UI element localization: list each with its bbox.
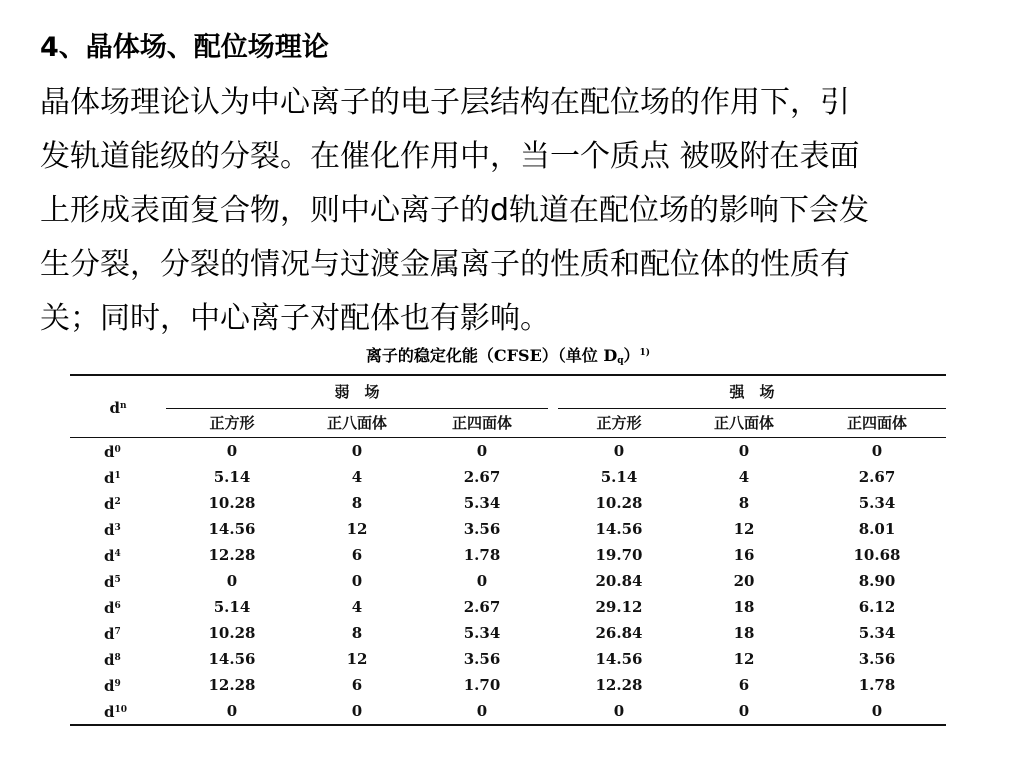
- row-label-dn: $d^6$: [104, 599, 121, 617]
- table-cell: 12.28: [208, 676, 256, 694]
- table-body: [70, 438, 946, 726]
- row-label-dn: $d^4$: [104, 547, 121, 565]
- table-cell: 0: [738, 702, 750, 720]
- table-cell: 8.01: [858, 520, 896, 538]
- row-label-dn: $d^8$: [104, 651, 121, 669]
- table-cell: 5.34: [858, 624, 896, 642]
- table-cell: 12: [346, 520, 368, 538]
- table-cell: 5.14: [213, 598, 251, 616]
- table-cell: 19.70: [595, 546, 643, 564]
- table-cell: 1.78: [463, 546, 501, 564]
- table-row: [70, 568, 946, 594]
- table-cell: 0: [476, 702, 488, 720]
- table-cell: 14.56: [595, 520, 643, 538]
- table-cell: 12: [733, 650, 755, 668]
- paragraph-line: 晶体场理论认为中心离子的电子层结构在配位场的作用下，引: [40, 85, 850, 120]
- table-row: [70, 646, 946, 672]
- table-cell: 26.84: [595, 624, 643, 642]
- paragraph-line: 生分裂，分裂的情况与过渡金属离子的性质和配位体的性质有: [40, 247, 850, 282]
- table-cell: 5.34: [463, 624, 501, 642]
- table-cell: 14.56: [595, 650, 643, 668]
- table-cell: 18: [733, 624, 755, 642]
- strong-field-header: 强 场: [558, 375, 946, 409]
- table-cell: 5.34: [858, 494, 896, 512]
- table-row: [70, 490, 946, 516]
- column-header: 正八面体: [298, 409, 416, 438]
- row-label-dn: $d^2$: [104, 495, 121, 513]
- paragraph-line: 关；同时，中心离子对配体也有影响。: [40, 301, 550, 336]
- column-header: 正四面体: [808, 409, 946, 438]
- table-cell: 10.28: [595, 494, 643, 512]
- column-header: 正四面体: [416, 409, 548, 438]
- table-cell: 4: [351, 598, 363, 616]
- table-cell: 0: [613, 442, 625, 460]
- table-cell: 0: [351, 442, 363, 460]
- table-cell: 2.67: [463, 598, 501, 616]
- table-cell: 29.12: [595, 598, 643, 616]
- column-header: 正方形: [166, 409, 298, 438]
- table-cell: 8: [351, 494, 363, 512]
- table-cell: 8: [351, 624, 363, 642]
- table-cell: 8.90: [858, 572, 896, 590]
- row-label-dn: $d^9$: [104, 677, 121, 695]
- body-paragraph: [40, 76, 990, 346]
- caption-close: ）: [623, 346, 640, 365]
- table-cell: 0: [226, 702, 238, 720]
- table-cell: 20.84: [595, 572, 643, 590]
- table-cell: 0: [613, 702, 625, 720]
- table-cell: 0: [871, 702, 883, 720]
- table-cell: 2.67: [858, 468, 896, 486]
- table-cell: 20: [733, 572, 755, 590]
- row-label-dn: $d^{10}$: [104, 703, 128, 721]
- table-header-column-row: [70, 409, 946, 438]
- caption-subscript: q: [617, 356, 624, 366]
- table-row: [70, 516, 946, 542]
- column-header: 正八面体: [680, 409, 808, 438]
- table-row: [70, 672, 946, 698]
- paragraph-line: 发轨道能级的分裂。在催化作用中，当一个质点 被吸附在表面: [40, 139, 860, 174]
- table-cell: 0: [351, 572, 363, 590]
- table-cell: 5.14: [600, 468, 638, 486]
- table-row: [70, 464, 946, 490]
- table-cell: 4: [351, 468, 363, 486]
- table-cell: 12.28: [595, 676, 643, 694]
- paragraph-line: 上形成表面复合物，则中心离子的d轨道在配位场的影响下会发: [40, 193, 870, 228]
- caption-main: 离子的稳定化能（CFSE）（单位 D: [365, 346, 618, 365]
- table-cell: 18: [733, 598, 755, 616]
- table-cell: 8: [738, 494, 750, 512]
- table-cell: 6: [351, 676, 363, 694]
- table-cell: 5.34: [463, 494, 501, 512]
- table-cell: 0: [476, 442, 488, 460]
- cfse-table: [70, 374, 946, 726]
- table-cell: 6: [351, 546, 363, 564]
- table-row: [70, 698, 946, 725]
- table-header-group-row: [70, 375, 946, 409]
- table-cell: 0: [738, 442, 750, 460]
- table-cell: 3.56: [858, 650, 896, 668]
- table-cell: 10.28: [208, 494, 256, 512]
- table-cell: 0: [226, 442, 238, 460]
- table-row: [70, 542, 946, 568]
- table-cell: 4: [738, 468, 750, 486]
- table-cell: 5.14: [213, 468, 251, 486]
- table-cell: 12: [346, 650, 368, 668]
- row-label-dn: $d^5$: [104, 573, 121, 591]
- table-cell: 0: [476, 572, 488, 590]
- row-label-dn: $d^0$: [104, 443, 121, 461]
- caption-footnote-mark: 1): [639, 348, 651, 358]
- row-label-dn: $d^3$: [104, 521, 121, 539]
- table-cell: 3.56: [463, 650, 501, 668]
- column-header: 正方形: [558, 409, 680, 438]
- table-cell: 14.56: [208, 650, 256, 668]
- table-cell: 6.12: [858, 598, 896, 616]
- table-cell: 6: [738, 676, 750, 694]
- dn-column-header: $d^n$: [70, 375, 166, 438]
- table-row: [70, 594, 946, 620]
- table-cell: 2.67: [463, 468, 501, 486]
- table-row: [70, 620, 946, 646]
- table-row: [70, 438, 946, 465]
- table-cell: 12: [733, 520, 755, 538]
- table-caption: [70, 341, 946, 373]
- table-cell: 0: [226, 572, 238, 590]
- table-cell: 10.28: [208, 624, 256, 642]
- table-cell: 0: [871, 442, 883, 460]
- table-cell: 16: [733, 546, 755, 564]
- table-cell: 3.56: [463, 520, 501, 538]
- table-cell: 12.28: [208, 546, 256, 564]
- table-cell: 1.70: [463, 676, 501, 694]
- row-label-dn: $d^7$: [104, 625, 121, 643]
- slide-title: 4、晶体场、配位场理论: [40, 32, 329, 63]
- table-cell: 10.68: [853, 546, 901, 564]
- row-label-dn: $d^1$: [104, 469, 121, 487]
- table-cell: 14.56: [208, 520, 256, 538]
- weak-field-header: 弱 场: [166, 375, 548, 409]
- table-cell: 0: [351, 702, 363, 720]
- table-cell: 1.78: [858, 676, 896, 694]
